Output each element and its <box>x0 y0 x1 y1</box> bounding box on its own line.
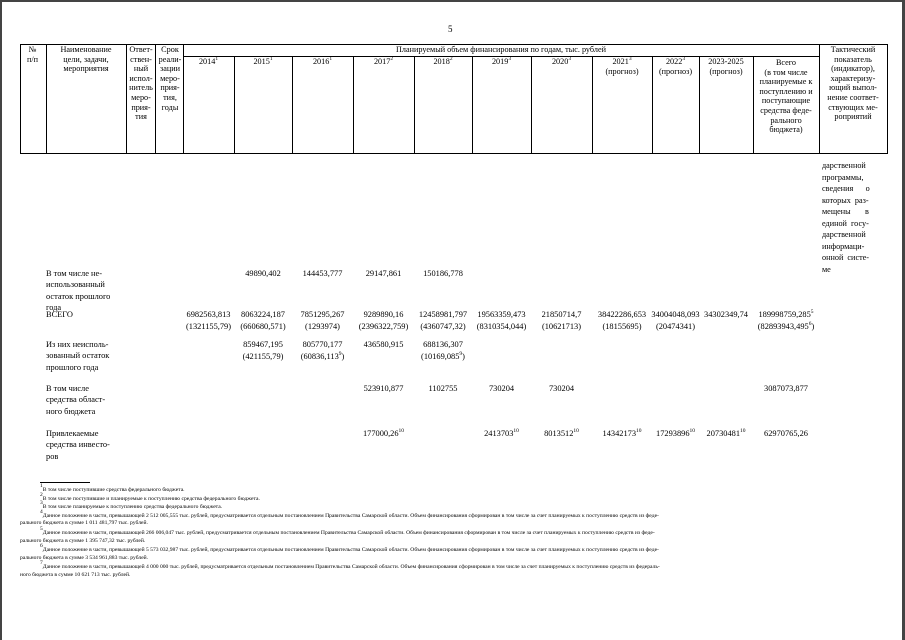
value-cell-text: 730204 <box>548 384 575 393</box>
value-cell <box>745 383 827 394</box>
footnote-number: 2 <box>40 491 43 498</box>
value-cell-federal-text: (4360747,32) <box>420 322 466 331</box>
value-cell-federal <box>406 351 480 362</box>
year-label: 2019 <box>491 57 509 66</box>
year-label: 2020 <box>551 57 569 66</box>
row-label: В том числе не- использованный остаток прошлого года <box>46 269 111 312</box>
value-cell-federal <box>644 321 707 332</box>
footnote-text: В том числе планируемые к поступлению средства федерального бюджета. <box>42 504 223 511</box>
year-header <box>292 57 353 67</box>
footnote-ref: 9 <box>459 351 463 357</box>
year-footnote-ref: 2 <box>390 56 394 62</box>
year-header <box>353 57 414 67</box>
closing-paren: ) <box>811 322 815 331</box>
value-cell <box>406 268 480 279</box>
year-label: 2023-2025 <box>708 57 744 66</box>
value-cell-text: 2413703 <box>484 429 514 438</box>
page-top-edge <box>0 0 905 2</box>
value-cell-text: 14342173 <box>602 429 636 438</box>
footnote-ref: 10 <box>636 428 642 434</box>
column-border <box>887 44 888 154</box>
column-border <box>531 56 532 154</box>
header-indicator: Тактический показатель (индикатор), характеризу- ющий выпол- нение соответ- ствующих ме- роприятий <box>827 45 879 122</box>
footnote-text: рального бюджета в сумме 3 534 961,883 тыс. рублей. <box>20 554 149 561</box>
value-cell-text: 19563359,473 <box>477 310 526 319</box>
footnote-number: 3 <box>40 500 43 507</box>
year-label: 2021 <box>612 57 629 66</box>
page-left-edge <box>0 0 2 640</box>
value-cell-text: 34004048,093 <box>651 310 700 319</box>
year-label: 2014 <box>198 57 216 66</box>
value-cell-text: 62970765,26 <box>764 429 808 438</box>
column-border <box>234 56 235 154</box>
year-label: 2018 <box>433 57 450 66</box>
footnote-number: 4 <box>40 508 43 515</box>
value-cell-text: 150186,778 <box>423 269 463 278</box>
value-cell-text: 20730481 <box>706 429 740 438</box>
year-label: 2016 <box>312 57 330 66</box>
year-label: 2022 <box>665 57 683 66</box>
header-name: Наименование цели, задачи, мероприятия <box>60 45 112 74</box>
header-bottom-border <box>20 153 887 154</box>
value-cell-text: 34302349,74 <box>704 310 748 319</box>
value-cell-text: 144453,777 <box>302 269 343 278</box>
value-cell-text: 8013512 <box>544 429 574 438</box>
value-cell-text: 38422286,653 <box>597 310 647 319</box>
value-cell-text: 688136,307 <box>423 340 463 349</box>
year-footnote-ref: 3 <box>508 56 512 62</box>
footnote <box>40 491 260 503</box>
footnote-text: Данное положение в части, превышающей 4 000 000 тыс. рублей, предусматривается отдельным постановлением Правительства Самарской области. Объем финансирования сформирован в том числе за счет планируемых к поступлению средств из федераль- <box>42 564 660 571</box>
footnote-separator <box>40 482 90 483</box>
value-cell-text: 21850714,7 <box>541 310 582 319</box>
value-cell-text: 730204 <box>488 384 515 393</box>
value-cell-federal-text: (660680,571) <box>240 322 286 331</box>
header-responsible: Ответ- ствен- ный испол- нитель меро- прия- тия <box>129 45 153 122</box>
value-cell-federal-text: (82893943,495 <box>757 322 809 331</box>
value-cell-federal-text: (421155,79) <box>242 352 284 361</box>
footnote <box>40 483 185 494</box>
year-header <box>652 57 699 76</box>
value-cell-text: 49890,402 <box>245 269 281 278</box>
value-cell-federal-text: (20474341) <box>655 322 696 331</box>
year-label: 2017 <box>373 57 391 66</box>
footnote <box>40 560 660 571</box>
value-cell-text: 9289890,16 <box>363 310 404 319</box>
header-funding-title: Планируемый объем финансирования по годам, тыс. рублей <box>396 45 606 54</box>
value-cell-federal <box>745 321 827 332</box>
value-cell <box>523 383 600 394</box>
footnote <box>20 538 145 545</box>
header-total: Всего (в том числе планируемые к поступлению и поступающие средства феде- рального бюджета) <box>759 58 813 135</box>
row-label: ВСЕГО <box>46 310 73 319</box>
value-cell-federal-text: (1321155,79) <box>185 322 232 331</box>
value-cell-federal <box>284 351 361 362</box>
footnote-text: Данное положение в части, превышающей 2 512 005,555 тыс. рублей, предусматривается отдельным постановлением Правительства Самарской области. Объем финансирования сформирован в том числе за счет планируемых к поступлению средств из феде- <box>42 512 659 519</box>
value-cell-text: 6982563,813 <box>186 310 231 319</box>
header-number: № п/п <box>26 45 39 64</box>
footnote-ref: 10 <box>573 428 579 434</box>
value-cell-text: 1102755 <box>428 384 458 393</box>
value-cell-federal-text: (60836,113 <box>300 352 339 361</box>
value-cell-text: 29147,861 <box>365 269 402 278</box>
footnote-text: рального бюджета в сумме 1 395 747,32 тыс. рублей. <box>20 537 146 544</box>
value-cell-federal-text: (18155695) <box>602 322 642 331</box>
year-header <box>472 57 531 67</box>
value-cell <box>345 428 422 439</box>
footnote <box>40 500 223 511</box>
footnote-ref: 6 <box>808 321 812 327</box>
year-header <box>414 57 472 67</box>
value-cell-federal-text: (10621713) <box>541 322 582 331</box>
value-cell-text: 7851295,267 <box>300 310 345 319</box>
footnote <box>40 526 655 537</box>
page-number: 5 <box>448 24 453 34</box>
footnote-text: В том числе поступившие средства федерального бюджета. <box>42 487 185 493</box>
footnote-text: Данное положение в части, превышающей 266 006,047 тыс. рублей, предусматривается отдельным постановлением Правительства Самарской области. Объем финансирования сформирован в том числе за счет планируемых к поступлению средств из феде- <box>42 530 655 536</box>
column-border <box>472 56 473 154</box>
year-footnote-ref: 3 <box>628 56 632 62</box>
value-cell-federal-text: (10169,085 <box>421 352 460 361</box>
footnote-number: 6 <box>40 543 43 550</box>
value-cell-text: 177000,26 <box>362 429 399 438</box>
row-label: Из них неисполь- зованный остаток прошлого года <box>46 340 110 372</box>
footnote-number: 1 <box>40 483 43 489</box>
value-cell-text: 17293896 <box>656 429 690 438</box>
year-header <box>234 57 292 67</box>
value-cell-federal-text: (2396322,759) <box>358 322 409 331</box>
value-cell-text: 8063224,187 <box>241 310 285 319</box>
value-cell-text: 189998759,285 <box>758 310 811 319</box>
row-label: Привлекаемые средства инвесто- ров <box>46 429 110 461</box>
row-label: В том числе средства област- ного бюджета <box>46 384 106 416</box>
year-label: 2015 <box>253 57 270 66</box>
value-cell-text: 3087073,877 <box>764 384 808 393</box>
year-note: (прогноз) <box>658 66 693 76</box>
value-cell-federal-text: (1293974) <box>305 322 340 331</box>
year-note: (прогноз) <box>709 66 743 76</box>
footnote <box>20 572 130 579</box>
year-note: (прогноз) <box>605 66 639 76</box>
column-border <box>292 56 293 154</box>
year-header <box>531 57 592 67</box>
footnote <box>40 508 659 520</box>
value-cell-text: 523910,877 <box>363 384 404 393</box>
footnote-text: Данное положение в части, превышающей 5 573 032,987 тыс. рублей, предусматривается отдельным постановлением Правительства Самарской области. Объем финансирования сформирован в том числе за счет планируемых к поступлению средств из феде- <box>42 547 659 554</box>
footnote-ref: 5 <box>810 309 814 315</box>
value-cell <box>745 309 827 320</box>
column-border <box>414 56 415 154</box>
value-cell <box>745 428 827 439</box>
indicator-continuation: дарственной программы, сведения о которых раз- мещены в единой госу- дарственной информаци- онной систе- ме <box>822 161 870 274</box>
year-footnote-ref: 1 <box>329 56 333 62</box>
column-border <box>353 56 354 154</box>
footnote-ref: 10 <box>689 428 695 434</box>
value-cell-text: 436580,915 <box>363 340 404 349</box>
footnote-ref: 10 <box>513 428 519 434</box>
footnote-text: В том числе поступившие и планируемые к поступлению средства федерального бюджета. <box>42 495 260 502</box>
year-footnote-ref: 2 <box>449 56 453 62</box>
year-header <box>699 57 753 76</box>
footnote-ref: 9 <box>338 351 342 357</box>
value-cell-text: 12458981,797 <box>418 310 468 319</box>
year-footnote-ref: 1 <box>215 56 219 62</box>
year-footnote-ref: 3 <box>568 56 572 62</box>
value-cell-text: 805770,177 <box>302 340 343 349</box>
year-header <box>183 57 234 67</box>
year-footnote-ref: 1 <box>269 56 273 62</box>
year-footnote-ref: 3 <box>682 56 686 62</box>
header-term: Срок реали- зации меро- прия- тия, годы <box>158 45 182 112</box>
footnote-number: 7 <box>40 560 43 567</box>
footnote-text: рального бюджета в сумме 1 011 481,797 тыс. рублей. <box>20 520 148 527</box>
footnote-text: ного бюджета в сумме 10 621 713 тыс. рублей. <box>20 572 131 578</box>
year-header <box>592 57 652 76</box>
footnote-ref: 10 <box>740 428 746 434</box>
value-cell <box>406 339 480 350</box>
value-cell-text: 859467,195 <box>243 340 283 349</box>
closing-paren: ) <box>462 352 465 361</box>
footnote-ref: 10 <box>398 428 405 434</box>
footnote-number: 5 <box>40 526 43 532</box>
value-cell-federal-text: (8310354,044) <box>476 322 527 331</box>
closing-paren: ) <box>341 352 345 361</box>
footnote <box>40 543 659 554</box>
